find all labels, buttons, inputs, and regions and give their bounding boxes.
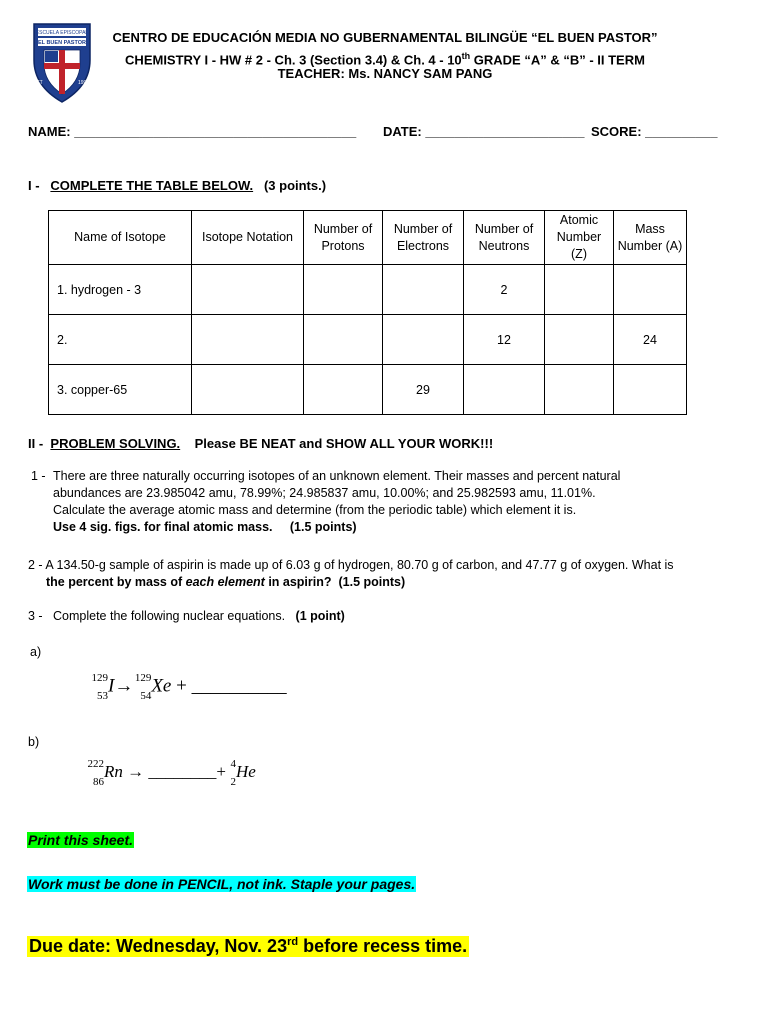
table-cell — [383, 265, 464, 315]
course-line: CHEMISTRY I - HW # 2 - Ch. 3 (Section 3.4) & Ch. 4 - 10th GRADE “A” & “B” - II TERM — [125, 51, 645, 68]
work-note: Work must be done in PENCIL, not ink. Staple your pages. — [28, 876, 416, 892]
table-cell: 2 — [464, 265, 545, 315]
col-header: Atomic Number (Z) — [545, 211, 614, 265]
table-cell: 1. hydrogen - 3 — [49, 265, 192, 315]
table-row — [49, 265, 687, 315]
teacher-line: TEACHER: Ms. NANCY SAM PANG — [277, 66, 493, 81]
table-header-row — [49, 211, 687, 265]
col-header: Number of Neutrons — [464, 211, 545, 265]
section-2-heading: II - PROBLEM SOLVING. Please BE NEAT and SHOW ALL YOUR WORK!!! — [28, 436, 494, 451]
col-header: Mass Number (A) — [614, 211, 687, 265]
problem-2-text: 2 - A 134.50-g sample of aspirin is made up of 6.03 g of hydrogen, 80.70 g of carbon, and 47.77 g of oxygen. What is the percent by mass of each element in aspirin? (1.5 points) — [28, 558, 674, 589]
svg-text:EL BUEN PASTOR: EL BUEN PASTOR — [38, 40, 86, 46]
table-cell: 2. — [49, 315, 192, 365]
date-field: DATE: ______________________ — [383, 124, 585, 139]
table-cell — [192, 365, 304, 415]
table-cell — [545, 365, 614, 415]
table-cell — [614, 265, 687, 315]
table-cell: 29 — [383, 365, 464, 415]
table-cell: 24 — [614, 315, 687, 365]
shield-icon — [30, 20, 94, 104]
col-header: Name of Isotope — [49, 211, 192, 265]
svg-text:EST: EST — [33, 80, 43, 86]
svg-text:ESCUELA EPISCOPAL: ESCUELA EPISCOPAL — [35, 30, 89, 36]
school-name: CENTRO DE EDUCACIÓN MEDIA NO GUBERNAMENTAL BILINGÜE “EL BUEN PASTOR” — [112, 30, 658, 45]
table-row — [49, 315, 687, 365]
label-a: a) — [30, 645, 42, 659]
section-1-heading: I - COMPLETE THE TABLE BELOW. (3 points.) — [28, 178, 327, 193]
problem-3-text: 3 - Complete the following nuclear equations. (1 point) — [28, 609, 345, 623]
table-cell — [464, 365, 545, 415]
col-header: Number of Electrons — [383, 211, 464, 265]
table-row — [49, 365, 687, 415]
table-cell: 3. copper-65 — [49, 365, 192, 415]
table-cell — [304, 265, 383, 315]
problem-1-number: 1 - — [31, 469, 46, 483]
nuclear-equation-b: 222 86 Rn → ________+ 4 2 He — [87, 758, 256, 788]
table-cell — [192, 265, 304, 315]
table-cell — [614, 365, 687, 415]
table-cell — [304, 315, 383, 365]
due-date-note: Due date: Wednesday, Nov. 23rd before recess time. — [29, 936, 468, 956]
nuclear-equation-a: 129 53 I→ 129 54 Xe + __________ — [91, 672, 287, 702]
table-cell — [383, 315, 464, 365]
school-logo — [30, 20, 94, 104]
table-cell — [545, 315, 614, 365]
table-cell — [192, 315, 304, 365]
problem-1-text: There are three naturally occurring isotopes of an unknown element. Their masses and percent natural abundances are 23.985042 amu, 78.99%; 24.985837 amu, 10.00%; and 25.982593 amu, 11.01%. Calculate the average atomic mass and determine (from the periodic table) which element it is. Use 4 sig. figs. for final atomic mass. (1.5 points) — [53, 469, 621, 534]
name-field: NAME: _______________________________________ — [28, 124, 357, 139]
col-header: Number of Protons — [304, 211, 383, 265]
col-header: Isotope Notation — [192, 211, 304, 265]
table-cell: 12 — [464, 315, 545, 365]
label-b: b) — [28, 735, 40, 749]
score-field: SCORE: __________ — [591, 124, 718, 139]
isotope-table — [48, 210, 687, 415]
table-cell — [304, 365, 383, 415]
print-note: Print this sheet. — [28, 832, 134, 848]
table-cell — [545, 265, 614, 315]
svg-text:1994: 1994 — [78, 80, 90, 86]
